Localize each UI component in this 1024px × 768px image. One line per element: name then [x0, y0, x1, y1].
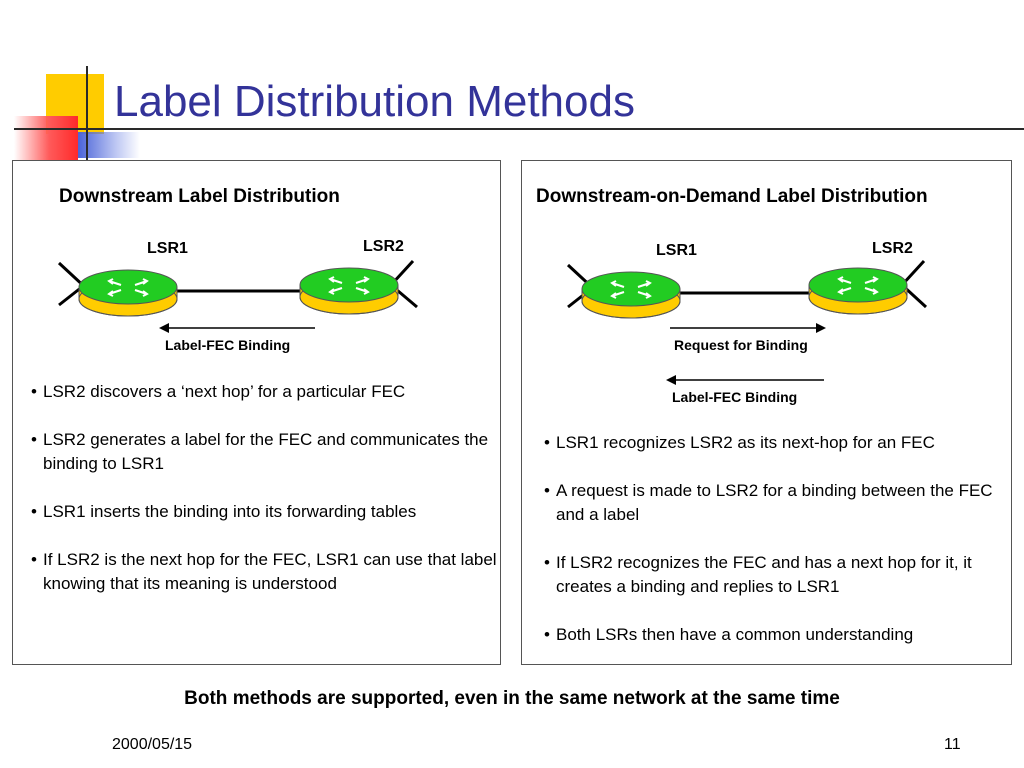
- slide-title: Label Distribution Methods: [114, 77, 635, 126]
- arrow-icon: [666, 375, 824, 385]
- list-item: • If LSR2 recognizes the FEC and has a next hop for it, it creates a binding and replies to LSR1: [542, 551, 1008, 599]
- list-item: • LSR2 generates a label for the FEC and communicates the binding to LSR1: [29, 428, 499, 476]
- router-icon: [582, 272, 680, 318]
- label-fec-binding-caption: Label-FEC Binding: [165, 337, 291, 353]
- title-accent-vertical-line: [86, 66, 88, 162]
- network-diagram: [13, 161, 502, 361]
- bullet-list: [29, 380, 499, 620]
- summary-note: Both methods are supported, even in the same network at the same time: [184, 688, 840, 709]
- network-diagram: [522, 161, 1013, 411]
- request-for-binding-caption: Request for Binding: [674, 337, 808, 353]
- panel-heading: Downstream-on-Demand Label Distribution: [536, 186, 928, 207]
- router-icon: [79, 270, 177, 316]
- arrow-icon: [159, 323, 315, 333]
- slide-date: 2000/05/15: [112, 736, 193, 753]
- arrow-icon: [670, 323, 826, 333]
- lsr2-label: LSR2: [872, 240, 913, 257]
- list-item: • LSR1 inserts the binding into its forwarding tables: [29, 500, 499, 524]
- downstream-on-demand-panel: [521, 160, 1012, 665]
- list-item: • LSR1 recognizes LSR2 as its next-hop for an FEC: [542, 431, 1008, 455]
- lsr2-label: LSR2: [363, 238, 404, 255]
- router-icon: [809, 268, 907, 314]
- list-item: • If LSR2 is the next hop for the FEC, LSR1 can use that label knowing that its meaning is understood: [29, 548, 499, 596]
- bullet-list: [542, 431, 1008, 671]
- list-item: • A request is made to LSR2 for a binding between the FEC and a label: [542, 479, 1008, 527]
- label-fec-binding-caption: Label-FEC Binding: [672, 389, 798, 405]
- downstream-panel: [12, 160, 501, 665]
- title-accent-red-bar: [14, 116, 78, 160]
- lsr1-label: LSR1: [147, 240, 188, 257]
- lsr1-label: LSR1: [656, 242, 697, 259]
- page-number: 11: [944, 736, 961, 753]
- list-item: • Both LSRs then have a common understanding: [542, 623, 1008, 647]
- router-icon: [300, 268, 398, 314]
- panel-heading: Downstream Label Distribution: [59, 186, 340, 207]
- list-item: • LSR2 discovers a ‘next hop’ for a particular FEC: [29, 380, 499, 404]
